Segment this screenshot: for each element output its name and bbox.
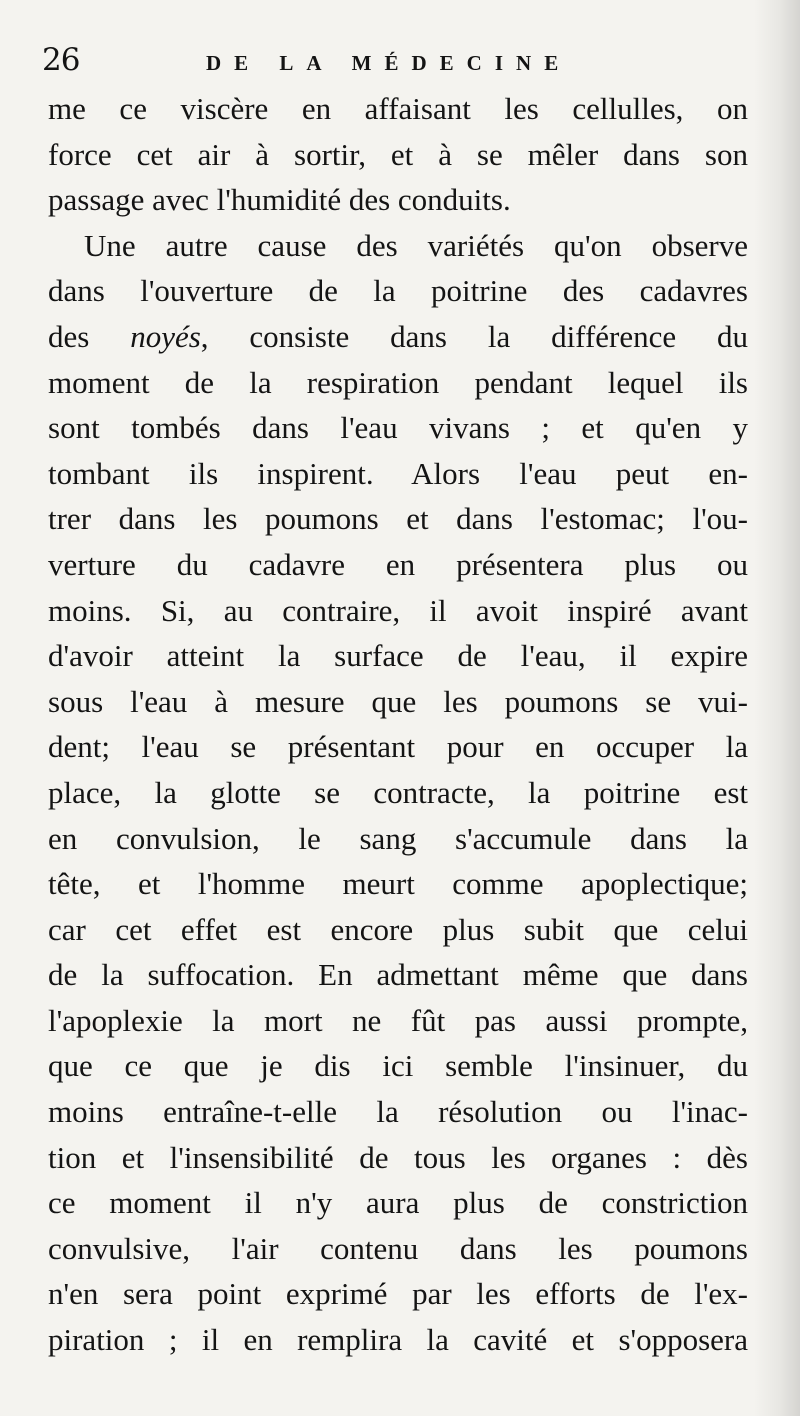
text-line: me ce viscère en affaisant les cellulles, on	[48, 91, 748, 126]
text-line: dans l'ouverture de la poitrine des cadavres	[48, 273, 748, 309]
text-line: dent; l'eau se présentant pour en occuper la	[48, 729, 748, 765]
text-line: trer dans les poumons et dans l'estomac; l'ou-	[48, 501, 748, 537]
text-run: des	[48, 318, 131, 354]
paragraph	[48, 223, 748, 1363]
text-line: tombant ils inspirent. Alors l'eau peut en-	[48, 455, 748, 491]
text-line: que ce que je dis ici semble l'insinuer, du	[48, 1048, 748, 1084]
text-line: force cet air à sortir, et à se mêler dans son	[48, 136, 748, 172]
text-line: de la suffocation. En admettant même que dans	[48, 957, 748, 993]
text-line: sont tombés dans l'eau vivans ; et qu'en y	[48, 410, 748, 446]
text-line: moins. Si, au contraire, il avoit inspiré avant	[48, 592, 748, 628]
body-text	[48, 86, 748, 1363]
text-line: en convulsion, le sang s'accumule dans la	[48, 820, 748, 856]
text-line: d'avoir atteint la surface de l'eau, il expire	[48, 638, 748, 674]
paragraph	[48, 86, 748, 223]
text-line	[48, 314, 748, 360]
text-line: moment de la respiration pendant lequel ils	[48, 364, 748, 400]
text-line: place, la glotte se contracte, la poitrine est	[48, 774, 748, 810]
text-line: verture du cadavre en présentera plus ou	[48, 546, 748, 582]
text-line: convulsive, l'air contenu dans les poumons	[48, 1230, 748, 1266]
text-line: car cet effet est encore plus subit que celui	[48, 911, 748, 947]
italic-term: noyés	[130, 318, 201, 354]
text-line: n'en sera point exprimé par les efforts de l'ex-	[48, 1276, 748, 1312]
text-line: tête, et l'homme meurt comme apoplectique;	[48, 866, 748, 902]
text-line: tion et l'insensibilité de tous les organes : dès	[48, 1139, 748, 1175]
page-header	[42, 42, 762, 86]
page-number: 26	[42, 42, 80, 78]
text-run: , consiste dans la différence du	[200, 318, 748, 354]
text-line: passage avec l'humidité des conduits.	[48, 182, 511, 218]
text-line: l'apoplexie la mort ne fût pas aussi prompte,	[48, 1002, 748, 1038]
text-line: Une autre cause des variétés qu'on observe	[84, 227, 748, 263]
text-line: piration ; il en remplira la cavité et s'opposera	[48, 1322, 748, 1358]
text-line: ce moment il n'y aura plus de constriction	[48, 1185, 748, 1221]
running-head: DE LA MÉDECINE	[206, 51, 572, 75]
text-line: moins entraîne-t-elle la résolution ou l'inac-	[48, 1094, 748, 1130]
text-line: sous l'eau à mesure que les poumons se vui-	[48, 683, 748, 719]
